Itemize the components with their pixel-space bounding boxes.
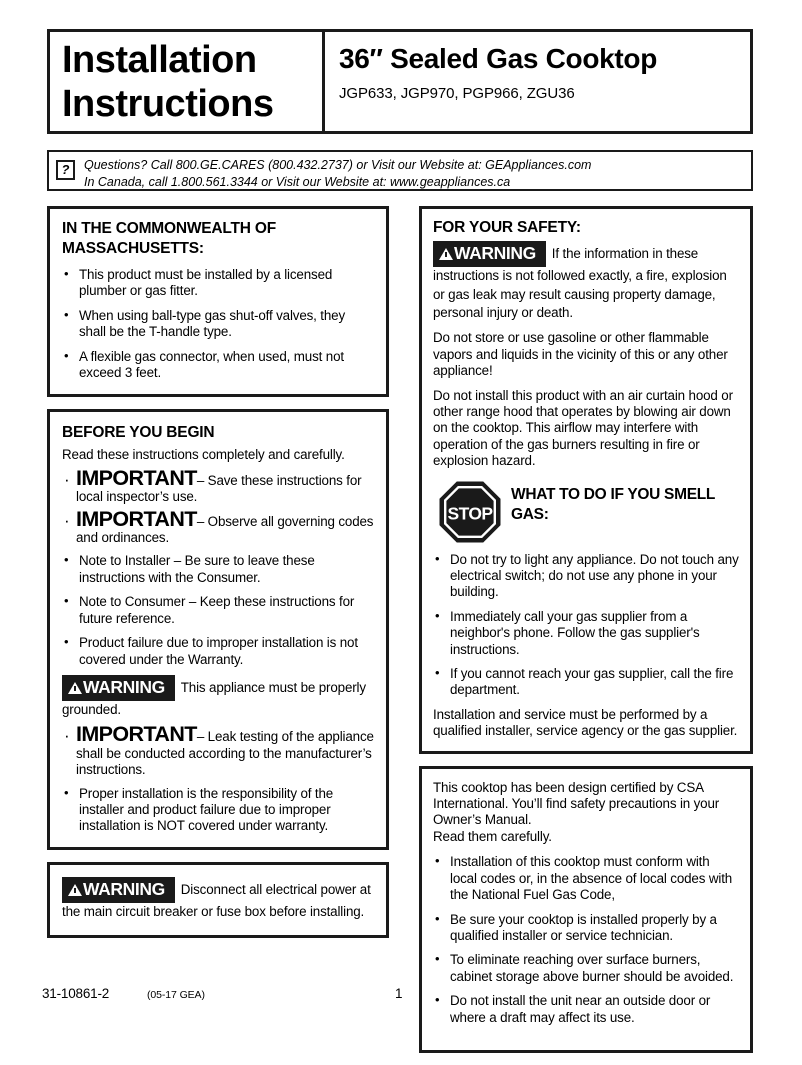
important-text: – Save these instructions for local inspector’s use. [76, 472, 362, 505]
list-item: • Immediately call your gas supplier from a neighbor's phone. Follow the gas supplier's instructions. [433, 609, 739, 658]
before-you-begin-title: BEFORE YOU BEGIN [62, 424, 215, 442]
smell-gas-title [511, 479, 715, 525]
important-label: IMPORTANT [76, 465, 197, 490]
model-numbers: JGP633, JGP970, PGP966, ZGU36 [339, 85, 575, 102]
csa-intro-line2: Read them carefully. [433, 828, 552, 844]
warning-badge-label: WARNING [83, 676, 165, 697]
smell-gas-title-line2: GAS: [511, 505, 549, 523]
electrical-warning-text: Disconnect all electrical power at the main circuit breaker or fuse box before installing. [62, 881, 371, 920]
list-item: • If you cannot reach your gas supplier, call the fire department. [433, 666, 739, 699]
massachusetts-title-line1: IN THE COMMONWEALTH OF [62, 220, 277, 237]
list-item: • A flexible gas connector, when used, must not exceed 3 feet. [62, 349, 374, 382]
list-item: • This product must be installed by a licensed plumber or gas fitter. [62, 267, 374, 300]
list-item: • Do not try to light any appliance. Do not touch any electrical switch; do not use any phone in your building. [433, 552, 739, 601]
for-your-safety-title: FOR YOUR SAFETY: [433, 219, 581, 236]
page-title-line2: Instructions [62, 83, 274, 125]
grounding-warning [62, 675, 374, 719]
question-mark-icon: ? [56, 160, 75, 180]
document-number: 31-10861-2 [42, 986, 110, 1001]
list-item: • Do not install the unit near an outside door or where a draft may affect its use. [433, 993, 739, 1026]
list-item: • Be sure your cooktop is installed properly by a qualified installer or service technician. [433, 912, 739, 945]
smell-gas-heading-row [433, 479, 739, 543]
smell-gas-bullet-list [433, 552, 739, 699]
flammable-vapors-paragraph: Do not store or use gasoline or other flammable vapors and liquids in the vicinity of this or any other appliance! [433, 330, 728, 379]
left-column [47, 206, 389, 950]
before-you-begin-mid-list [62, 553, 374, 667]
important-label: IMPORTANT [76, 506, 197, 531]
warning-badge [62, 675, 175, 701]
warning-triangle-icon [68, 682, 82, 694]
smell-gas-closing-paragraph: Installation and service must be performed by a qualified installer, service agency or the gas supplier. [433, 706, 738, 739]
warning-triangle-icon [439, 248, 453, 260]
before-you-begin-end-list [62, 786, 374, 835]
important-item-2 [62, 506, 374, 547]
safety-warning [433, 241, 739, 322]
before-you-begin-intro: Read these instructions completely and carefully. [62, 447, 345, 463]
header-product-block [325, 32, 750, 131]
important-label: IMPORTANT [76, 722, 197, 747]
massachusetts-bullet-list [62, 267, 374, 381]
air-curtain-hood-paragraph: Do not install this product with an air curtain hood or other range hood that operates by blowing air down on the cooktop. This airflow may interfere with operation of the gas burners resulting in fire or explosion hazard. [433, 387, 733, 469]
smell-gas-title-line1: WHAT TO DO IF YOU SMELL [511, 485, 716, 503]
questions-banner [47, 150, 753, 191]
for-your-safety-box [419, 206, 753, 754]
stop-sign-icon [439, 481, 501, 543]
important-item-3 [62, 722, 374, 778]
important-text: – Observe all governing codes and ordinances. [76, 513, 374, 546]
questions-line-2: In Canada, call 1.800.561.3344 or Visit our Website at: www.geappliances.ca [84, 174, 511, 189]
csa-certification-box [419, 766, 753, 1053]
safety-warning-text: If the information in these instructions is not followed exactly, a fire, explosion or gas leak may result causing property damage, personal injury or death. [433, 246, 727, 321]
electrical-warning [62, 877, 374, 921]
list-item: • Note to Installer – Be sure to leave these instructions with the Consumer. [62, 553, 374, 586]
questions-line-1: Questions? Call 800.GE.CARES (800.432.2737) or Visit our Website at: GEAppliances.com [84, 158, 592, 172]
before-you-begin-box [47, 409, 389, 849]
warning-badge [62, 877, 175, 903]
warning-triangle-icon [68, 884, 82, 896]
header-title-block [50, 32, 325, 131]
list-item: • To eliminate reaching over surface burners, cabinet storage above burner should be avoided. [433, 952, 739, 985]
list-item: • Note to Consumer – Keep these instructions for future reference. [62, 594, 374, 627]
electrical-warning-box [47, 862, 389, 938]
page-footer [42, 986, 762, 1008]
page-number: 1 [395, 986, 403, 1001]
warning-badge [433, 241, 546, 267]
questions-text [84, 157, 591, 190]
product-name: 36″ Sealed Gas Cooktop [339, 43, 658, 74]
list-item: • Proper installation is the responsibility of the installer and product failure due to improper installation is NOT covered under warranty. [62, 786, 374, 835]
massachusetts-box [47, 206, 389, 397]
warning-badge-label: WARNING [83, 878, 165, 899]
document-revision: (05-17 GEA) [147, 989, 205, 1001]
grounding-warning-text: This appliance must be properly grounded. [62, 679, 366, 718]
list-item: • Product failure due to improper installation is not covered under the Warranty. [62, 635, 374, 668]
important-item-1 [62, 465, 374, 506]
warning-badge-label: WARNING [454, 243, 536, 263]
right-column [419, 206, 753, 1065]
page-title-line1: Installation [62, 39, 257, 81]
massachusetts-title-line2: MASSACHUSETTS: [62, 240, 204, 257]
svg-text:STOP: STOP [447, 503, 493, 524]
list-item: • When using ball-type gas shut-off valves, they shall be the T-handle type. [62, 308, 374, 341]
list-item: • Installation of this cooktop must conform with local codes or, in the absence of local codes with the National Fuel Gas Code, [433, 854, 739, 903]
document-header [47, 29, 753, 134]
csa-intro-line1: This cooktop has been design certified by CSA International. You’ll find safety precautions in your Owner’s Manual. [433, 779, 720, 828]
important-text: – Leak testing of the appliance shall be conducted according to the manufacturer’s instructions. [76, 729, 374, 778]
